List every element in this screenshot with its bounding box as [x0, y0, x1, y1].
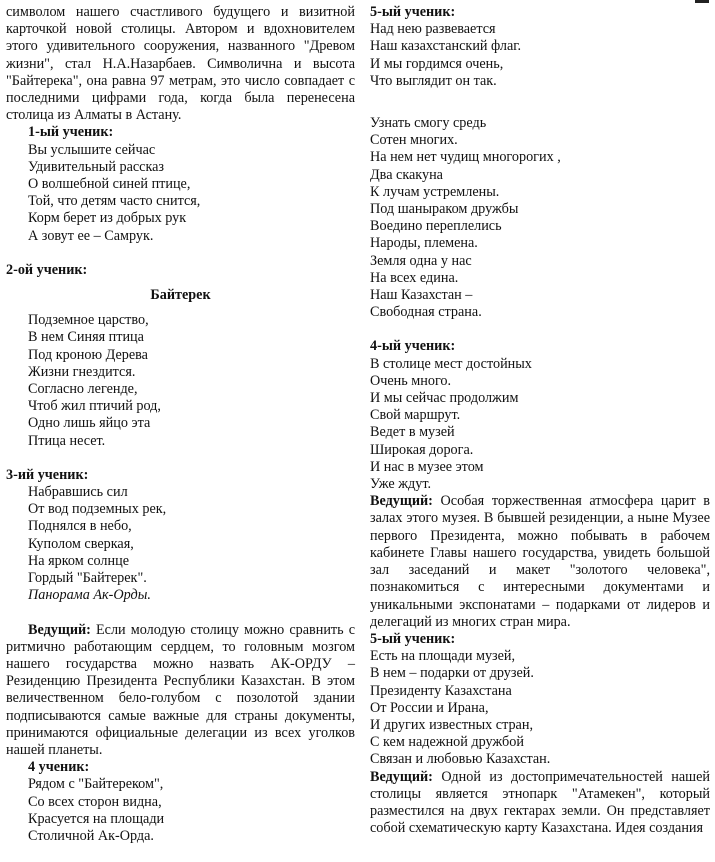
verse-line: На ярком солнце [28, 552, 129, 569]
verse-line: Под кроною Дерева [28, 346, 148, 363]
verse-line: На всех едина. [370, 269, 459, 286]
verse-line: Воедино переплелись [370, 218, 502, 235]
verse-line: Сотен многих. [370, 132, 458, 149]
host-paragraph-atameken [370, 769, 710, 838]
student-3-verse [6, 484, 355, 587]
verse-line: С кем надежной дружбой [370, 734, 524, 751]
left-column [6, 4, 355, 845]
verse-line: А зовут ее – Самрук. [28, 227, 154, 244]
verse-line: О волшебной синей птице, [28, 176, 191, 193]
verse-line: Что выглядит он так. [370, 72, 497, 89]
verse-line: Два скакуна [370, 166, 443, 183]
verse-line: Связан и любовью Казахстан. [370, 751, 551, 768]
host-paragraph-museum [370, 493, 710, 631]
verse-line: Вы услышите сейчас [28, 141, 156, 158]
verse-line: Чтоб жил птичий род, [28, 398, 161, 415]
verse-line: Узнать смогу средь [370, 115, 487, 132]
intro-paragraph: символом нашего счастливого будущего и визитной карточкой новой столицы. Автором и вдохновителем этого удивительного сооружения, названного "Древом жизни", стал Н.А.Назарбаев. Символична и высота "Байтерека", она равна 97 метрам, это число совпадает с последними цифрами года, когда была перенесена столица из Алматы в Астану. [6, 4, 355, 124]
verse-line: Широкая дорога. [370, 441, 474, 458]
verse-line: Свободная страна. [370, 304, 482, 321]
verse-line: Красуется на площади [28, 810, 165, 827]
verse-line: Со всех сторон видна, [28, 793, 162, 810]
verse-line: Удивительный рассказ [28, 158, 165, 175]
host-text: Особая торжественная атмосфера царит в залах этого музея. В бывшей резиденции, а ныне Музее первого Президента, можно побывать в рабочем кабинете Главы нашего государства, увидеть большой зал заседаний и макет "золотого человека", познакомиться с интересными документами и уникальными экспонатами – подарками от лидеров и делегаций из многих стран мира. [370, 493, 710, 630]
verse-line: Согласно легенде, [28, 381, 138, 398]
verse-line: Гордый "Байтерек". [28, 570, 147, 587]
student-5b-verse [370, 648, 710, 768]
verse-line: И нас в музее этом [370, 458, 484, 475]
student-2-heading: 2-ой ученик: [6, 261, 88, 278]
verse-line: Корм берет из добрых рук [28, 210, 187, 227]
verse-line: Есть на площади музей, [370, 648, 516, 665]
verse-line: Подземное царство, [28, 312, 149, 329]
verse-line: На нем нет чудищ многорогих , [370, 149, 561, 166]
verse-line: Рядом с "Байтереком", [28, 776, 164, 793]
verse-line: Президенту Казахстана [370, 682, 512, 699]
verse-line: Уже ждут. [370, 476, 432, 493]
host-label: Ведущий: [28, 621, 91, 638]
verse-line: Ведет в музей [370, 424, 455, 441]
student-5a-heading: 5-ый ученик: [370, 4, 456, 20]
verse-line: Птица несет. [28, 432, 106, 449]
host-label: Ведущий: [370, 493, 433, 510]
verse-line: Куполом сверкая, [28, 535, 134, 552]
verse-line: Набравшись сил [28, 484, 128, 501]
verse-line: Под шаныраком дружбы [370, 201, 519, 218]
verse-line: В нем – подарки от друзей. [370, 665, 534, 682]
verse-line: Поднялся в небо, [28, 518, 132, 535]
host-text: Если молодую столицу можно сравнить с ритмично работающим сердцем, то головным мозгом нашего государства можно назвать АК-ОРДУ – Резиденцию Президента Республики Казахстан. В этом величественном бело-голубом с позолотой здании подписываются самые важные для страны документы, принимаются официальные делегации из всех уголков нашей планеты. [6, 621, 355, 758]
student-5b-heading: 5-ый ученик: [370, 630, 456, 647]
verse-line: И мы гордимся очень, [370, 55, 504, 72]
verse-line: Столичной Ак-Орда. [28, 827, 154, 844]
host-paragraph-akorda [6, 622, 355, 760]
verse-line: От вод подземных рек, [28, 501, 167, 518]
verse-line: Над нею развевается [370, 21, 496, 38]
host-text: Одной из достопримечательностей нашей столицы является этнопарк "Атамекен", который разместился на двух гектарах земли. Он представляет собой схематическую карту Казахстана. Идея создания [370, 768, 710, 837]
student-1-verse [6, 142, 355, 245]
verse-line: И мы сейчас продолжим [370, 390, 519, 407]
student-4-verse [6, 776, 355, 845]
student-4-heading: 4 ученик: [28, 759, 90, 776]
student-4b-heading: 4-ый ученик: [370, 338, 456, 355]
verse-line: Очень много. [370, 372, 452, 389]
page-corner-mark [695, 0, 709, 3]
flag-poem-verse [370, 115, 710, 321]
verse-line: Той, что детям часто снится, [28, 193, 201, 210]
verse-line: В нем Синяя птица [28, 329, 144, 346]
host-label: Ведущий: [370, 768, 433, 785]
verse-line: И других известных стран, [370, 716, 533, 733]
panorama-caption: Панорама Ак-Орды. [28, 587, 151, 604]
verse-line: К лучам устремлены. [370, 183, 500, 200]
verse-line: Свой маршрут. [370, 407, 461, 424]
student-5a-verse [370, 21, 710, 90]
right-column [370, 4, 710, 837]
student-2-verse [6, 312, 355, 450]
verse-line: В столице мест достойных [370, 355, 532, 372]
student-3-heading: 3-ий ученик: [6, 466, 89, 483]
student-1-heading: 1-ый ученик: [28, 124, 114, 141]
verse-line: От России и Ирана, [370, 699, 489, 716]
verse-line: Земля одна у нас [370, 252, 472, 269]
verse-line: Наш Казахстан – [370, 287, 473, 304]
student-4b-verse [370, 356, 710, 494]
baiterek-title: Байтерек [150, 287, 211, 304]
verse-line: Одно лишь яйцо эта [28, 415, 151, 432]
verse-line: Жизни гнездится. [28, 363, 136, 380]
verse-line: Народы, племена. [370, 235, 478, 252]
verse-line: Наш казахстанский флаг. [370, 38, 522, 55]
